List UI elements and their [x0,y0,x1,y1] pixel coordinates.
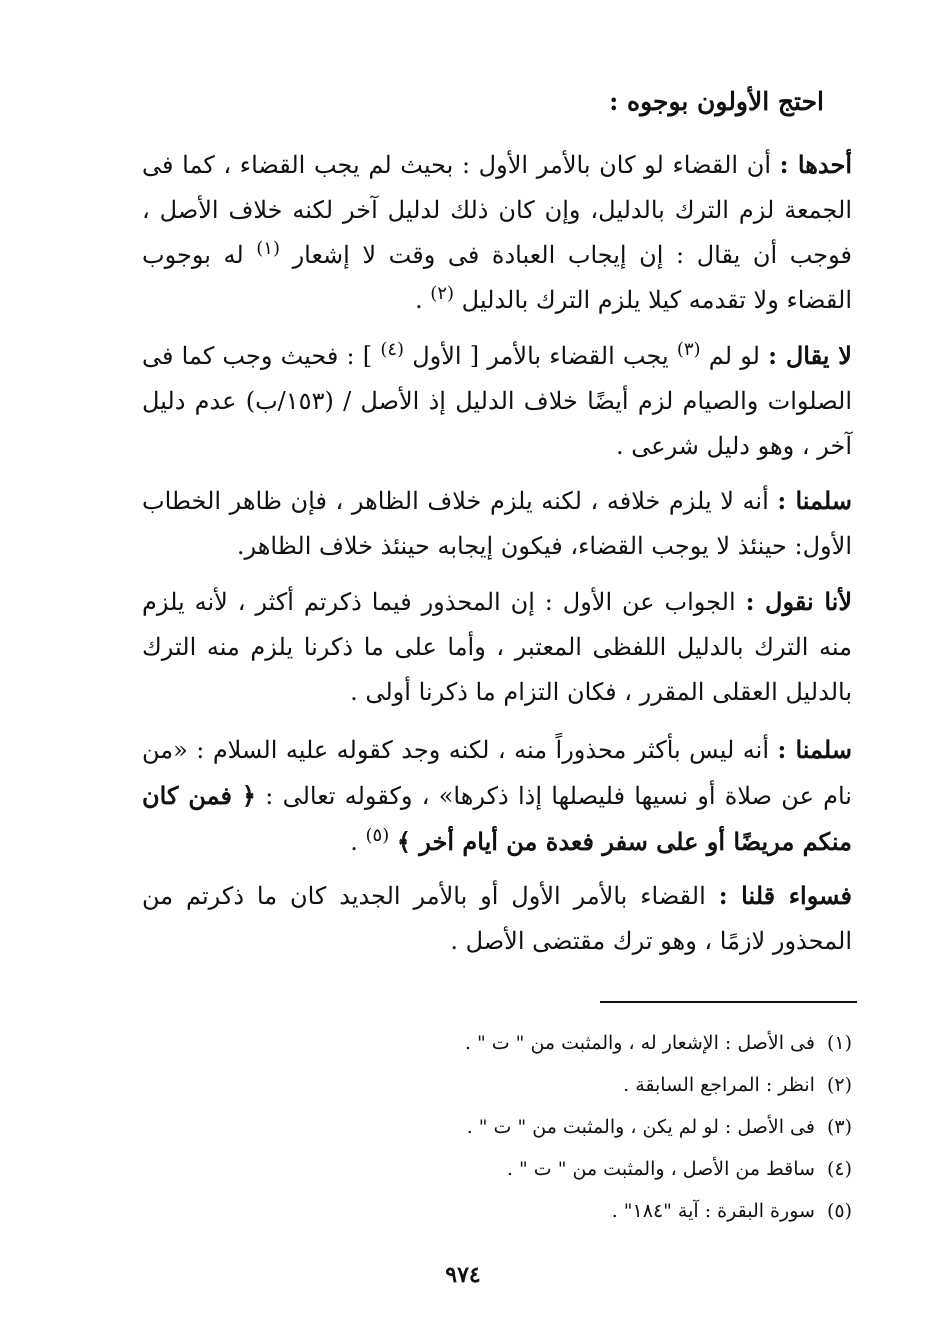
footnote-number: (٢) [826,1074,852,1096]
footnote-item [152,1106,852,1148]
paragraph-text: القضاء بالأمر الأول أو بالأمر الجديد كان ما ذكرتم من المحذور لازمًا ، وهو ترك مقتضى الأصل . [142,882,852,955]
footnote-ref: (٢) [430,283,455,304]
paragraph-text: لو لم [708,342,760,370]
footnote-ref: (٣) [676,339,701,360]
footnote-text: فى الأصل : لو لم يكن ، والمثبت من " ت " . [466,1116,815,1138]
footnote-separator [600,1001,857,1003]
footnotes [152,1022,852,1232]
footnote-number: (٥) [826,1200,852,1222]
page-number: ٩٧٤ [445,1262,481,1288]
paragraph-conclusion [142,873,852,964]
footnote-text: انظر : المراجع السابقة . [623,1074,815,1096]
paragraph-text: الجواب عن الأول : إن المحذور فيما ذكرتم أكثر ، لأنه يلزم منه الترك بالدليل اللفظى المعتبر ، وأما على ما ذكرنا يلزم منه الترك بالدليل العقلى المقرر ، فكان التزام ما ذكرنا أولى . [142,588,852,706]
paragraph-text: ] : فحيث وجب كما فى الصلوات والصيام لزم أيضًا خلاف الدليل إذ الأصل / (١٥٣/ب) عدم دليل آخر ، وهو دليل شرعى . [142,342,852,460]
paragraph-concession [142,478,852,569]
footnote-number: (٤) [826,1158,852,1180]
paragraph-lead: لأنا نقول : [745,587,852,616]
footnote-ref: (١) [256,238,280,259]
footnote-ref: (٥) [365,825,390,846]
footnote-number: (٣) [826,1116,852,1138]
footnote-ref: (٤) [380,339,405,360]
footnote-item [152,1190,852,1232]
footnote-text: سورة البقرة : آية "١٨٤" . [611,1200,815,1222]
paragraph-text: أنه لا يلزم خلافه ، لكنه يلزم خلاف الظاهر ، فإن ظاهر الخطاب الأول: حينئذ لا يوجب القضاء، فيكون إيجابه حينئذ خلاف الظاهر. [142,487,852,560]
paragraph-first-argument [142,142,852,323]
paragraph-lead: سلمنا : [777,486,852,515]
paragraph-second-concession [142,727,852,865]
footnote-text: فى الأصل : الإشعار له ، والمثبت من " ت " . [464,1032,815,1054]
footnote-item [152,1022,852,1064]
paragraph-objection [142,333,852,469]
footnote-item [152,1064,852,1106]
footnote-item [152,1148,852,1190]
paragraph-text: أن القضاء لو كان بالأمر الأول : بحيث لم يجب القضاء ، كما فى الجمعة لزم الترك بالدليل، وإن كان ذلك لدليل آخر لكنه خلاف الأصل ، فوجب أن يقال : إن إيجاب العبادة فى وقت لا إشعار [142,151,852,269]
paragraph-lead: لا يقال : [768,341,852,370]
paragraph-lead: أحدها : [779,150,852,179]
section-heading: احتج الأولون بوجوه : [609,87,824,116]
paragraph-lead: فسواء قلنا : [718,881,852,910]
paragraph-text: . [415,286,423,314]
footnote-text: ساقط من الأصل ، والمثبت من " ت " . [506,1158,815,1180]
paragraph-text: يجب القضاء بالأمر [ الأول [412,342,669,370]
footnote-number: (١) [826,1032,852,1054]
quran-verse: ﴿ فمن كان منكم مريضًا أو على سفر فعدة من أيام أخر ﴾ [142,781,852,856]
paragraph-text: أنه ليس بأكثر محذوراً منه ، لكنه وجد كقوله عليه السلام : «من نام عن صلاة أو نسيها فليصلها إذا ذكرها» ، وكقوله تعالى : [142,736,852,810]
paragraph-text: . [350,828,358,856]
paragraph-lead: سلمنا : [777,735,852,764]
paragraph-text: له بوجوب القضاء ولا تقدمه كيلا يلزم الترك بالدليل [142,241,852,314]
paragraph-reply [142,579,852,715]
